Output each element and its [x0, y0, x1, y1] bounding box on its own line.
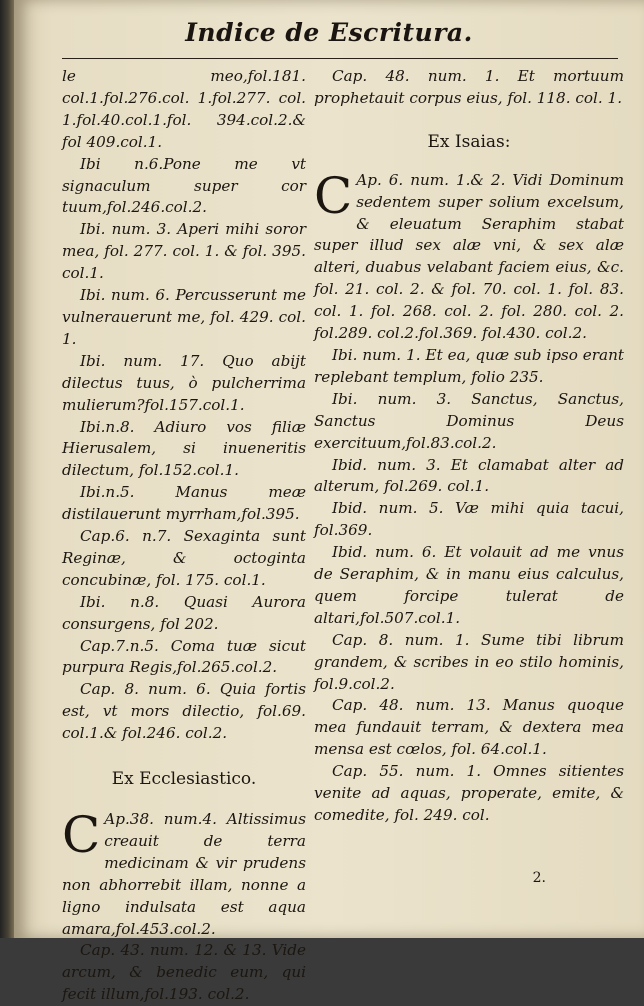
index-entry-text: Ibi n.6.Pone me vt signaculum super cor tuum,fol.246.col.2.: [62, 154, 306, 217]
index-entry-text: Cap. 55. num. 1. Omnes sitientes venite ad aquas, properate, emite, & comedite, fol. 249. col.: [314, 762, 624, 824]
index-entry-text: Ibid. num. 6. Et volauit ad me vnus de Seraphim, & in manu eius calculus, quem forcipe tulerat de altari,fol.507.col.1.: [314, 543, 624, 627]
index-entry: [62, 636, 306, 680]
index-entry-text: Cap. 43. num. 12. & 13. Vide arcum, & benedic eum, qui fecit illum,fol.193. col.2.: [62, 941, 306, 1004]
index-entry: [314, 761, 624, 827]
index-entry-text: Ibi.n.5. Manus meæ distilauerunt myrrham,fol.395.: [62, 483, 306, 524]
index-entry: [62, 417, 306, 483]
index-entry: [62, 592, 306, 636]
drop-cap: C: [314, 166, 353, 225]
index-entry-text: Ibi. num. 3. Aperi mihi soror mea, fol. 277. col. 1. & fol. 395. col.1.: [62, 220, 306, 283]
index-entry: [62, 526, 306, 592]
index-entry: [314, 630, 624, 696]
index-entry-text: Ibi. n.8. Quasi Aurora consurgens, fol 202.: [62, 592, 306, 633]
page-header-title: Indice de Escritura.: [185, 18, 473, 47]
index-entry-text: Ibi. num. 6. Percusserunt me vulnerauerunt me, fol. 429. col. 1.: [62, 286, 306, 348]
index-entry-text: Cap. 8. num. 6. Quia fortis est, vt mors dilectio, fol.69. col.1.& fol.246. col.2.: [62, 680, 306, 743]
index-entry: [314, 455, 624, 499]
index-entry: [314, 695, 624, 761]
index-entry: [314, 166, 624, 345]
left-entries-top: [62, 66, 306, 745]
drop-cap: C: [62, 806, 101, 864]
index-entry-text: Ap.38. num.4. Altissimus creauit de terra medicinam & vir prudens non abhorrebit illam, nonne a ligno indulsata est aqua amara,fol.453.col.2.: [62, 810, 306, 938]
index-entry: [314, 498, 624, 542]
index-entry: [314, 542, 624, 630]
index-entry-text: Cap.7.n.5. Coma tuæ sicut purpura Regis,fol.265.col.2.: [62, 636, 306, 677]
index-entry-text: Cap. 48. num. 13. Manus quoque mea fundauit terram, & dextera mea mensa est cœlos, fol. 64.col.1.: [314, 696, 624, 759]
index-entry: [62, 679, 306, 745]
index-entry: [62, 482, 306, 526]
index-entry-text: Ap. 6. num. 1.& 2. Vidi Dominum sedentem super solium excelsum, & eleuatum Seraphim stabat super illud sex alæ vni, & sex alæ alteri, duabus velabant faciem eius, &c. fol. 21. col. 2. & fol. 70. col. 1. fol. 83. col. 1. fol. 268. col. 2. fol. 280. col. 2. fol.289. col.2.fol.369. fol.430. col.2.: [314, 170, 624, 343]
index-entry: [314, 389, 624, 455]
index-entry: [62, 806, 306, 940]
left-column: [62, 66, 306, 1006]
index-entry-text: Ibi. num. 1. Et ea, quæ sub ipso erant replebant templum, folio 235.: [314, 345, 624, 386]
index-entry: [62, 285, 306, 351]
right-section-heading: Ex Isaias:: [427, 131, 511, 152]
header-rule: [62, 58, 618, 59]
index-entry: [62, 940, 306, 1006]
right-entries-top: [314, 66, 624, 110]
left-section-heading: Ex Ecclesiastico.: [111, 769, 257, 790]
index-entry-text: Ibid. num. 5. Væ mihi quia tacui, fol.369.: [314, 499, 624, 540]
index-entry-text: Cap. 48. num. 1. Et mortuum prophetauit corpus eius, fol. 118. col. 1.: [314, 67, 624, 107]
left-entries-bottom: [62, 806, 306, 1006]
index-entry: [314, 66, 624, 110]
index-entry: [314, 345, 624, 389]
index-entry-text: Ibi. num. 17. Quo abijt dilectus tuus, ò pulcherrima mulierum?fol.157.col.1.: [62, 351, 306, 414]
index-entry: [62, 219, 306, 285]
book-page: [14, 0, 644, 1004]
right-entries-bottom: [314, 166, 624, 827]
index-entry: [62, 351, 306, 417]
index-entry: [62, 154, 306, 220]
book-gutter: [0, 0, 14, 938]
index-entry-text: Ibi.n.8. Adiuro vos filiæ Hierusalem, si inueneritis dilectum, fol.152.col.1.: [62, 417, 306, 480]
catchword: 2.: [532, 870, 546, 886]
index-entry-text: Ibi. num. 3. Sanctus, Sanctus, Sanctus Dominus Deus exercituum,fol.83.col.2.: [314, 389, 624, 452]
index-entry: [62, 66, 306, 154]
right-column: [314, 66, 624, 827]
index-entry-text: Cap.6. n.7. Sexaginta sunt Reginæ, & octoginta concubinæ, fol. 175. col.1.: [62, 527, 306, 589]
index-entry-text: Ibid. num. 3. Et clamabat alter ad alterum, fol.269. col.1.: [314, 455, 624, 496]
index-entry-text: le meo,fol.181. col.1.fol.276.col. 1.fol.277. col. 1.fol.40.col.1.fol. 394.col.2.& fol 409.col.1.: [62, 67, 306, 151]
index-entry-text: Cap. 8. num. 1. Sume tibi librum grandem, & scribes in eo stilo hominis, fol.9.col.2.: [314, 630, 624, 693]
